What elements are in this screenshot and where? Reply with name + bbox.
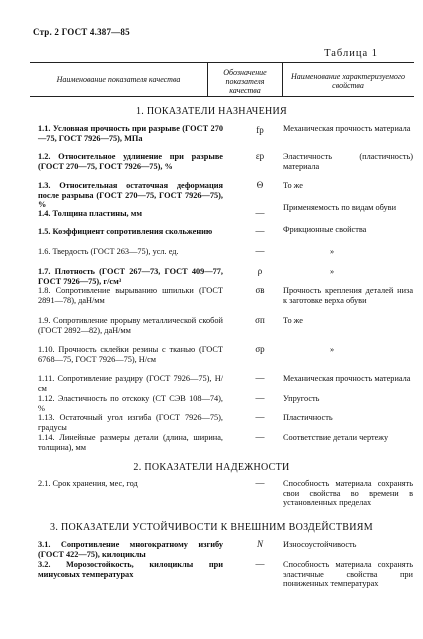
row-property: То же: [283, 181, 303, 190]
table-row: [30, 478, 420, 508]
row-property: Упругость: [283, 394, 320, 403]
row-property: »: [330, 345, 335, 354]
row-name: 1.10. Прочность склейки резины с тканью (ГОСТ 6768—75, ГОСТ 7926—75), Н/см: [38, 345, 223, 364]
table-row: [30, 432, 420, 452]
row-name: 1.8. Сопротивление вырыванию шпильки (ГОСТ 2891—78), даН/мм: [38, 286, 223, 305]
row-property: Способность материала сохранять свои свойства во времени в установленных пределах: [283, 479, 413, 508]
row-symbol: σп: [255, 315, 265, 325]
row-symbol: ρ: [257, 266, 263, 276]
table-row: [30, 559, 420, 589]
row-property: Механическая прочность материала: [283, 374, 411, 383]
table-row: [30, 203, 420, 218]
table-row: [30, 124, 420, 143]
row-symbol: fр: [256, 125, 264, 135]
row-name: 3.1. Сопротивление многократному изгибу (ГОСТ 422—75), килоциклы: [38, 540, 223, 559]
row-symbol: σв: [255, 285, 265, 295]
row-name: 1.13. Остаточный угол изгиба (ГОСТ 7926—75), градусы: [38, 413, 223, 432]
row-property: Способность материала сохранять эластичные свойства при пониженных температурах: [283, 560, 413, 589]
row-name: 1.9. Сопротивление прорыву металлической скобой (ГОСТ 2892—82), даН/мм: [38, 316, 223, 335]
row-name: 2.1. Срок хранения, мес, год: [38, 479, 138, 488]
page-header: Стр. 2 ГОСТ 4.387—85: [33, 27, 130, 37]
table-row: [30, 373, 420, 393]
row-property: Соответствие детали чертежу: [283, 433, 389, 442]
table-title: Таблица 1: [324, 48, 378, 59]
row-property: Механическая прочность материала: [283, 124, 411, 133]
table-row: [30, 285, 420, 305]
table-row: [30, 539, 420, 559]
row-symbol: —: [255, 208, 265, 218]
row-property: »: [330, 247, 335, 256]
row-symbol: —: [255, 432, 265, 442]
row-property: Прочность крепления деталей низа к заготовке верха обуви: [283, 286, 413, 305]
column-header-symbol: Обозначение показателя качества: [223, 68, 267, 95]
table-top-border: [30, 62, 414, 63]
row-symbol: Θ: [256, 180, 264, 190]
row-property: Применяемость по видам обуви: [283, 203, 397, 212]
row-symbol: σр: [255, 344, 265, 354]
row-symbol: N: [256, 539, 263, 549]
column-header-name: Наименование показателя качества: [56, 75, 181, 84]
row-name: 1.5. Коэффициент сопротивления скольжению: [38, 227, 213, 236]
table-row: [30, 315, 420, 335]
row-property: То же: [283, 316, 303, 325]
row-symbol: —: [255, 559, 265, 569]
row-name: 3.2. Морозостойкость, килоциклы при минусовых температурах: [38, 560, 223, 579]
row-property: Износоустойчивость: [283, 540, 357, 549]
row-name: 1.3. Относительная остаточная деформация после разрыва (ГОСТ 270—75, ГОСТ 7926—75), %: [38, 181, 223, 210]
row-name: 1.4. Толщина пластины, мм: [38, 209, 142, 218]
row-symbol: —: [255, 412, 265, 422]
row-name: 1.6. Твердость (ГОСТ 263—75), усл. ед.: [38, 247, 179, 256]
row-symbol: —: [255, 478, 265, 488]
row-name: 1.1. Условная прочность при разрыве (ГОСТ 270—75, ГОСТ 7926—75), МПа: [38, 124, 223, 143]
header-divider-2: [282, 62, 283, 96]
table-row: [30, 246, 420, 256]
row-symbol: —: [255, 226, 265, 236]
header-divider-1: [207, 62, 208, 96]
table-row: [30, 393, 420, 413]
row-name: 1.2. Относительное удлинение при разрыве (ГОСТ 270—75, ГОСТ 7926—75), %: [38, 152, 223, 171]
column-header-property: Наименование характеризуемого свойства: [291, 72, 405, 90]
row-property: Фрикционные свойства: [283, 225, 367, 234]
section-title-reliability: 2. ПОКАЗАТЕЛИ НАДЕЖНОСТИ: [133, 462, 290, 473]
row-symbol: εр: [255, 151, 265, 161]
section-title-purpose: 1. ПОКАЗАТЕЛИ НАЗНАЧЕНИЯ: [135, 106, 288, 117]
row-symbol: —: [255, 373, 265, 383]
table-row: [30, 412, 420, 432]
row-symbol: —: [255, 393, 265, 403]
table-row: [30, 344, 420, 364]
table-row: [30, 266, 420, 286]
row-property: Эластичность (пластичность) материала: [283, 152, 413, 171]
row-property: Пластичность: [283, 413, 333, 422]
row-name: 1.14. Линейные размеры детали (длина, ширина, толщина), мм: [38, 433, 223, 452]
row-name: 1.11. Сопротивление раздиру (ГОСТ 7926—75), Н/см: [38, 374, 223, 393]
row-property: »: [330, 267, 335, 276]
row-symbol: —: [255, 246, 265, 256]
table-row: [30, 225, 420, 236]
section-title-resistance: 3. ПОКАЗАТЕЛИ УСТОЙЧИВОСТИ К ВНЕШНИМ ВОЗДЕЙСТВИЯМ: [50, 522, 373, 533]
table-row: [30, 151, 420, 171]
row-name: 1.7. Плотность (ГОСТ 267—73, ГОСТ 409—77, ГОСТ 7926—75), г/см³: [38, 267, 223, 286]
table-header-bottom-border: [30, 96, 414, 97]
row-name: 1.12. Эластичность по отскоку (СТ СЭВ 108—74), %: [38, 394, 223, 413]
